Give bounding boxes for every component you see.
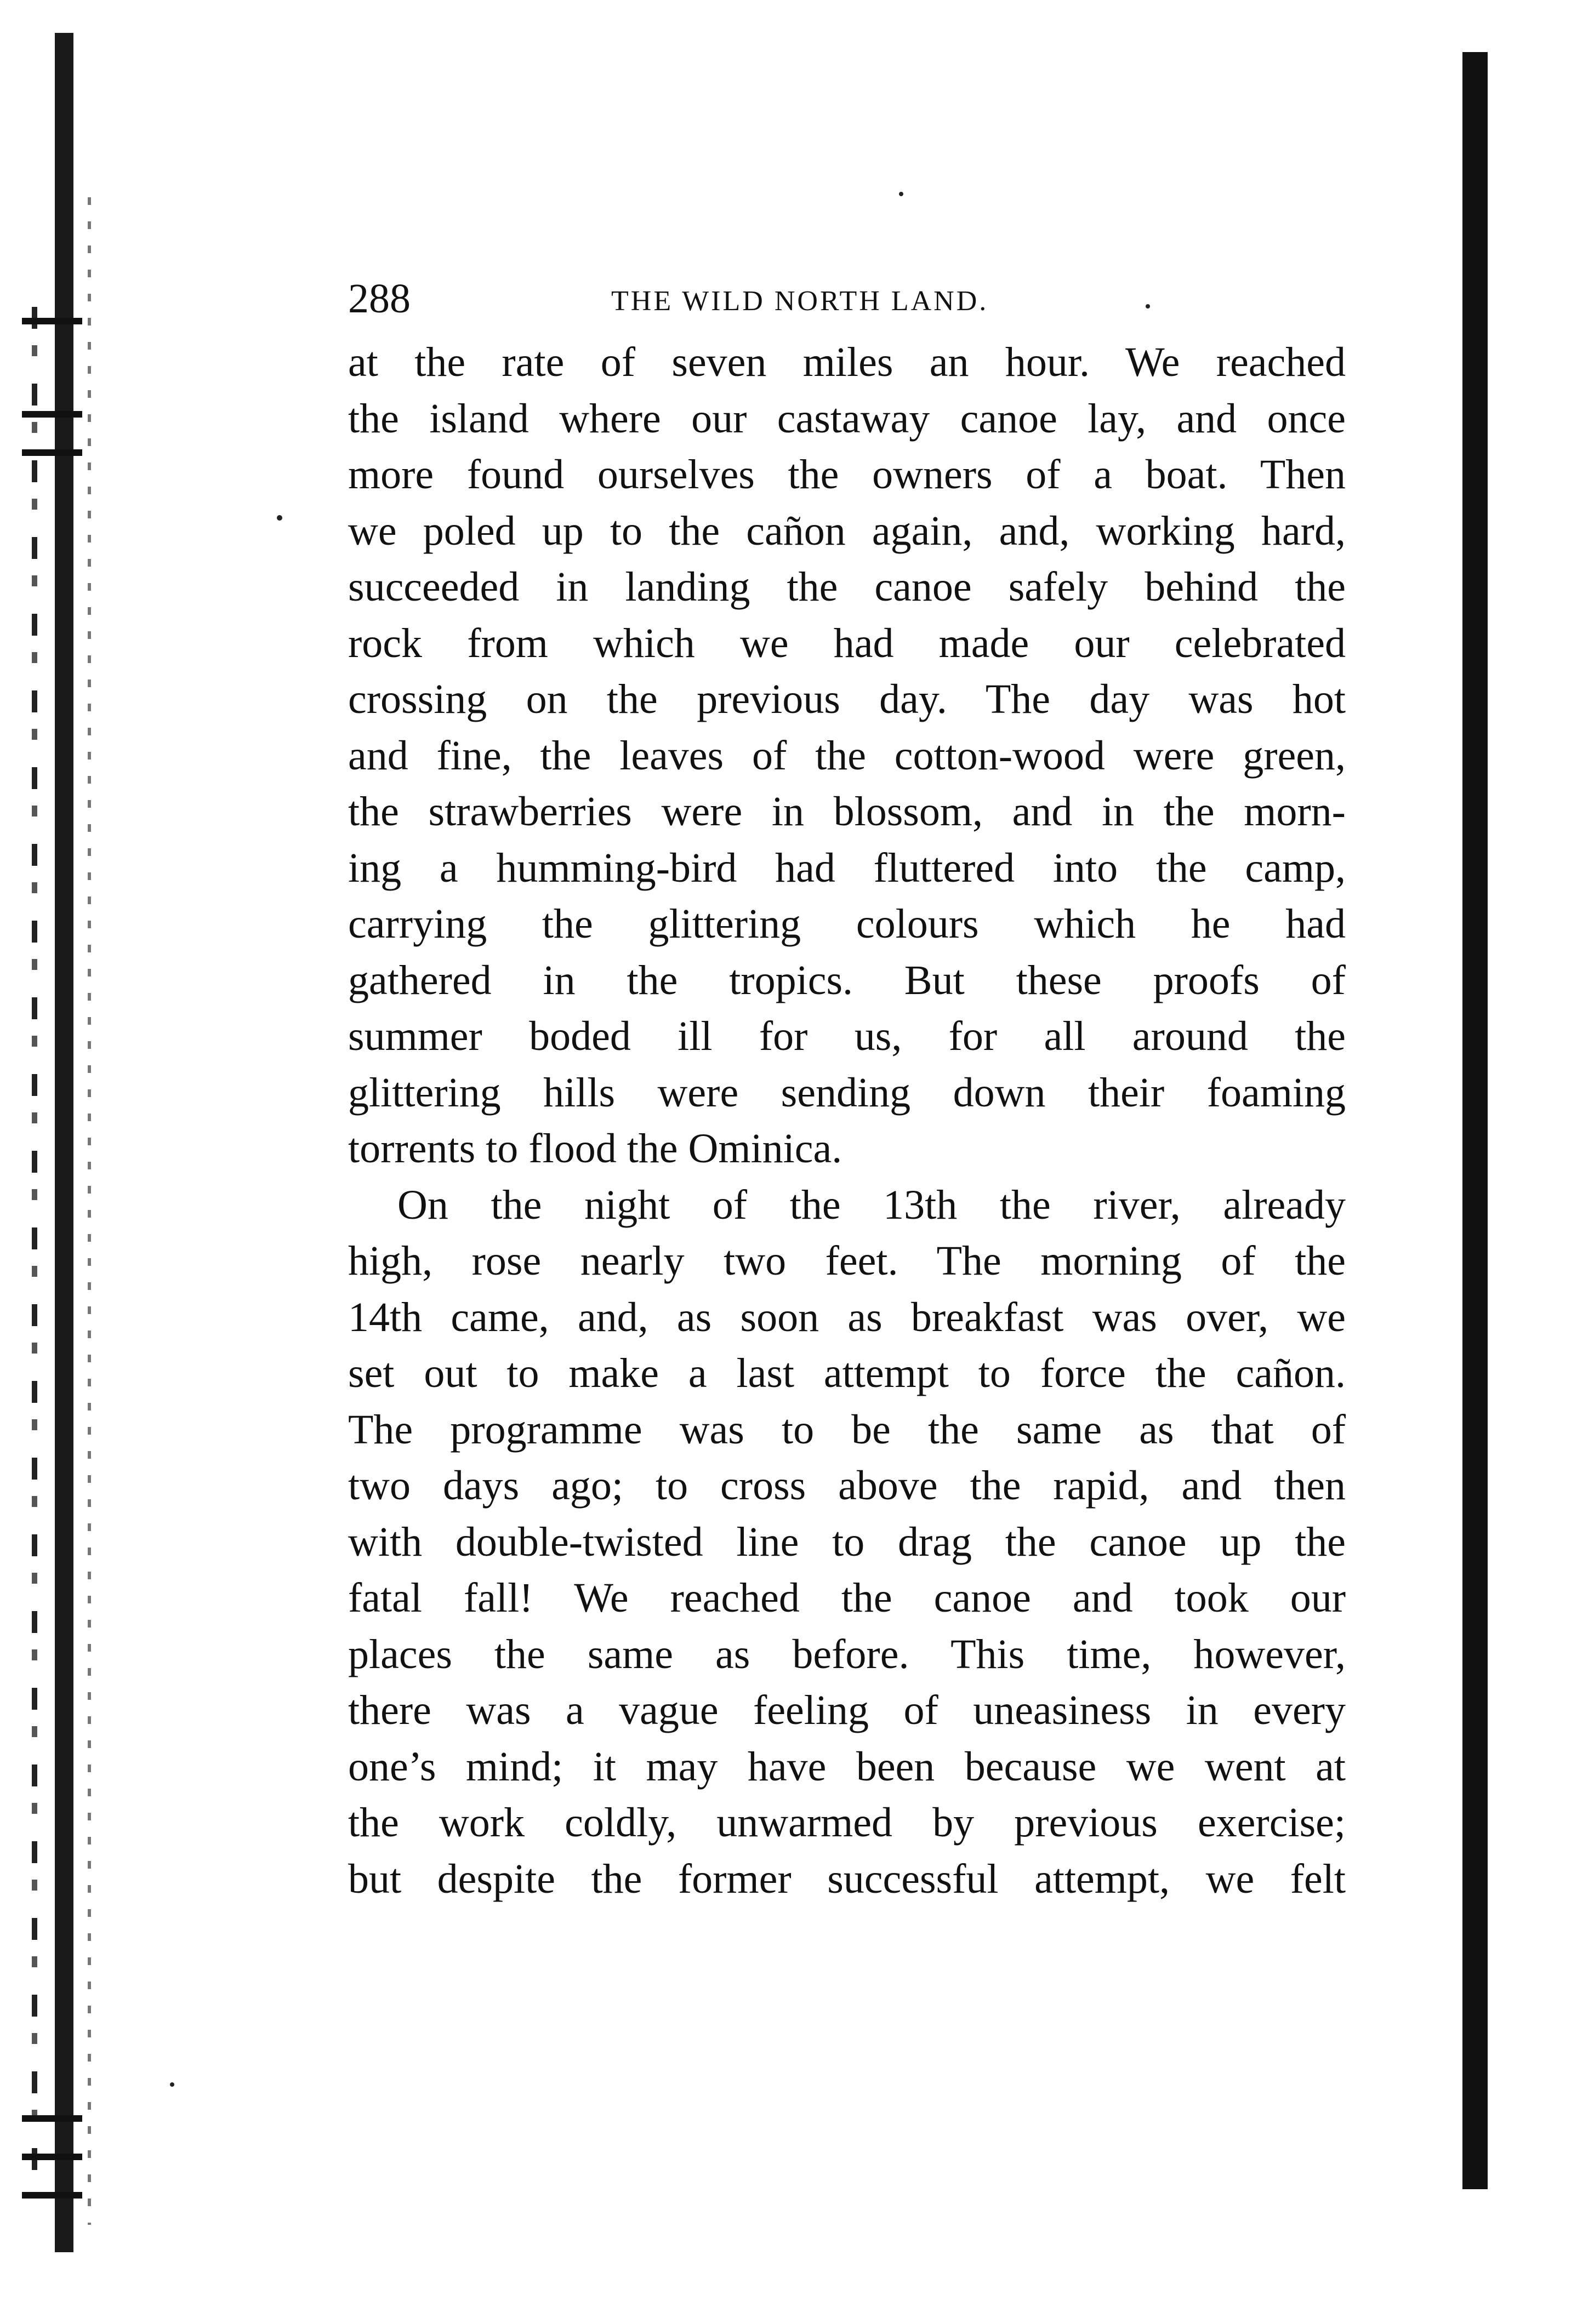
scan-edge-tick xyxy=(22,449,82,456)
text-line: we poled up to the cañon again, and, working hard, xyxy=(348,507,1346,554)
text-line: the island where our castaway canoe lay, and once xyxy=(348,395,1346,442)
text-line: there was a vague feeling of uneasiness in every xyxy=(348,1687,1346,1733)
page-number: 288 xyxy=(348,276,411,322)
text-line: one’s mind; it may have been because we went at xyxy=(348,1743,1346,1790)
text-line: summer boded ill for us, for all around the xyxy=(348,1013,1346,1059)
scan-edge-bar xyxy=(55,33,73,2252)
text-line: gathered in the tropics. But these proofs of xyxy=(348,957,1346,1003)
scan-speck xyxy=(899,192,903,196)
running-title: THE WILD NORTH LAND. xyxy=(611,285,989,317)
text-line: the strawberries were in blossom, and in the morn- xyxy=(348,789,1346,835)
book-page xyxy=(348,274,1346,1907)
text-line: fatal fall! We reached the canoe and took our xyxy=(348,1575,1346,1621)
text-line: but despite the former successful attempt, we felt xyxy=(348,1855,1346,1902)
text-line: The programme was to be the same as that of xyxy=(348,1406,1346,1453)
body-text xyxy=(348,334,1346,1907)
text-line: places the same as before. This time, however, xyxy=(348,1631,1346,1677)
text-line: set out to make a last attempt to force the cañon. xyxy=(348,1350,1346,1396)
scan-speck xyxy=(277,515,282,521)
text-line: the work coldly, unwarmed by previous exercise; xyxy=(348,1800,1346,1846)
text-line: more found ourselves the owners of a boat. Then xyxy=(348,452,1346,498)
text-line: torrents to flood the Ominica. xyxy=(348,1126,842,1172)
paragraph-2 xyxy=(348,1177,1346,1908)
text-line: ing a humming-bird had fluttered into the camp, xyxy=(348,844,1346,891)
scan-edge-left xyxy=(22,33,104,2252)
text-line: rock from which we had made our celebrated xyxy=(348,620,1346,666)
text-line: with double-twisted line to drag the canoe up the xyxy=(348,1518,1346,1565)
text-line: and fine, the leaves of the cotton-wood were green, xyxy=(348,732,1346,779)
text-line: two days ago; to cross above the rapid, and then xyxy=(348,1463,1346,1509)
paragraph-1 xyxy=(348,334,1346,1177)
text-line: On the night of the 13th the river, already xyxy=(397,1181,1346,1228)
text-line: glittering hills were sending down their foaming xyxy=(348,1069,1346,1116)
scan-speck xyxy=(170,2082,174,2087)
text-line: carrying the glittering colours which he had xyxy=(348,901,1346,947)
scan-edge-stripe xyxy=(32,307,37,2170)
scan-edge-dashes xyxy=(88,197,91,2225)
text-line: succeeded in landing the canoe safely behind the xyxy=(348,564,1346,610)
page-header xyxy=(348,274,1346,334)
text-line: crossing on the previous day. The day was hot xyxy=(348,676,1346,722)
text-line: high, rose nearly two feet. The morning of the xyxy=(348,1238,1346,1284)
scan-edge-tick xyxy=(22,2192,82,2199)
text-line: 14th came, and, as soon as breakfast was over, we xyxy=(348,1294,1346,1340)
scan-edge-tick xyxy=(22,411,82,418)
text-line: at the rate of seven miles an hour. We reached xyxy=(348,339,1346,385)
scan-edge-right xyxy=(1462,52,1488,2189)
scan-edge-tick xyxy=(22,2115,82,2122)
scan-edge-tick xyxy=(22,318,82,324)
scan-edge-tick xyxy=(22,2154,82,2160)
